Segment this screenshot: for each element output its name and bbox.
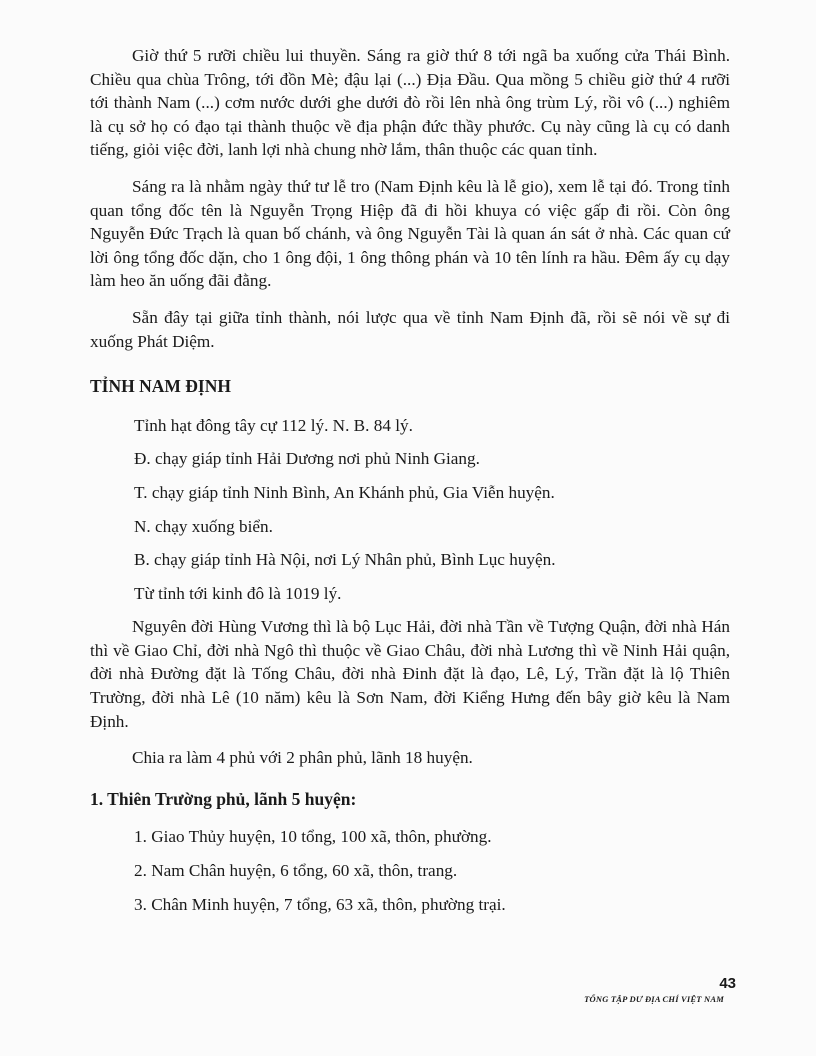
subsection-heading: 1. Thiên Trường phủ, lãnh 5 huyện: — [90, 788, 357, 809]
boundary-line: Đ. chạy giáp tỉnh Hải Dương nơi phủ Ninh Giang. — [134, 449, 480, 469]
district-item: 3. Chân Minh huyện, 7 tổng, 63 xã, thôn, phường trại. — [134, 894, 506, 914]
district-item: 1. Giao Thủy huyện, 10 tổng, 100 xã, thôn, phường. — [134, 827, 492, 847]
running-footer: TỔNG TẬP DƯ ĐỊA CHÍ VIỆT NAM — [584, 994, 724, 1004]
paragraph-transition: Sẵn đây tại giữa tỉnh thành, nói lược qua về tỉnh Nam Định đã, rồi sẽ nói về sự đi xuống Phát Diệm. — [90, 307, 730, 351]
boundary-line: Từ tỉnh tới kinh đô là 1019 lý. — [134, 583, 342, 603]
section-heading: TỈNH NAM ĐỊNH — [90, 376, 231, 397]
boundary-line: Tỉnh hạt đông tây cự 112 lý. N. B. 84 lý. — [134, 415, 413, 435]
paragraph-ash-wednesday: Sáng ra là nhằm ngày thứ tư lễ tro (Nam Định kêu là lễ gio), xem lễ tại đó. Trong tỉnh quan tổng đốc tên là Nguyễn Trọng Hiệp đã đi hồi khuya có việc gấp đi rồi. Còn ông Nguyễn Đức Trạch là quan bố chánh, và ông Nguyễn Tài là quan án sát ở nhà. Các quan cứ lời ông tổng đốc dặn, cho 1 ông đội, 1 ông thông phán và 10 tên lính ra hầu. Đêm ấy cụ dạy làm heo ăn uống đãi đằng. — [90, 176, 730, 291]
paragraph-departure: Giờ thứ 5 rưỡi chiều lui thuyền. Sáng ra giờ thứ 8 tới ngã ba xuống cửa Thái Bình. Chiều qua chùa Trông, tới đồn Mè; đậu lại (...) Địa Đầu. Qua mồng 5 chiều giờ thứ 4 rưỡi tới thành Nam (...) cơm nước dưới ghe dưới đò rồi lên nhà ông trùm Lý, rồi vô (...) nghiêm là cụ sở họ có đạo tại thành thuộc về địa phận đức thầy phước. Cụ này cũng là cụ có danh tiếng, giỏi việc đời, lanh lợi nhà chung nhờ lắm, thân thuộc các quan tỉnh. — [90, 46, 730, 160]
boundary-line: N. chạy xuống biển. — [134, 516, 273, 536]
boundary-line: T. chạy giáp tỉnh Ninh Bình, An Khánh phủ, Gia Viễn huyện. — [134, 482, 555, 502]
paragraph-division: Chia ra làm 4 phủ với 2 phân phủ, lãnh 18 huyện. — [132, 748, 473, 768]
district-item: 2. Nam Chân huyện, 6 tổng, 60 xã, thôn, trang. — [134, 861, 458, 881]
paragraph-history: Nguyên đời Hùng Vương thì là bộ Lục Hải, đời nhà Tần về Tượng Quận, đời nhà Hán thì về Giao Chỉ, đời nhà Ngô thì thuộc về Giao Châu, đời nhà Lương thì về Ninh Hải quận, đời nhà Đường đặt là Tống Châu, đời nhà Đinh đặt là đạo, Lê, Lý, Trần đặt là lộ Thiên Trường, đời nhà Lê (10 năm) kêu là Sơn Nam, đời Kiểng Hưng đến bây giờ kêu là Nam Định. — [90, 617, 730, 731]
text-column — [90, 44, 730, 926]
boundary-line: B. chạy giáp tỉnh Hà Nội, nơi Lý Nhân phủ, Bình Lục huyện. — [134, 550, 556, 570]
page-number: 43 — [719, 975, 736, 992]
